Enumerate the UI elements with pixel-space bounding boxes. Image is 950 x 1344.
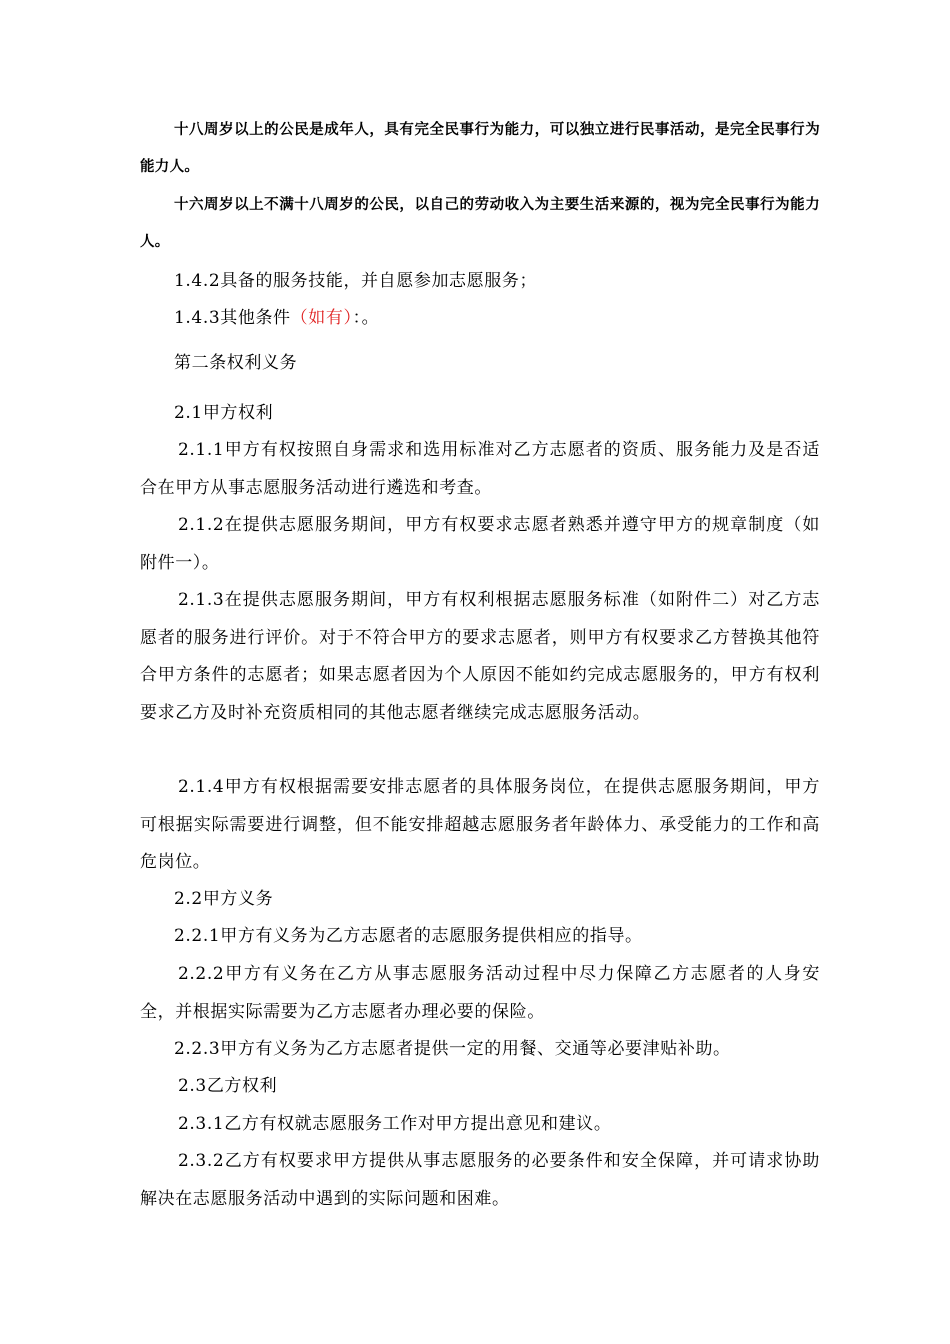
clause-2-1-4: 2.1.4甲方有权根据需要安排志愿者的具体服务岗位，在提供志愿服务期间，甲方可根据实际需要进行调整，但不能安排超越志愿服务者年龄体力、承受能力的工作和高危岗位。 [140,777,820,872]
paragraph-adult-capacity: 十八周岁以上的公民是成年人，具有完全民事行为能力，可以独立进行民事活动，是完全民事行为能力人。 [140,122,820,175]
clause-2-2-1: 2.2.1甲方有义务为乙方志愿者的志愿服务提供相应的指导。 [174,926,643,946]
clause-2-2-3: 2.2.3甲方有义务为乙方志愿者提供一定的用餐、交通等必要津贴补助。 [174,1039,731,1059]
clause-2-1-1: 2.1.1甲方有权按照自身需求和选用标准对乙方志愿者的资质、服务能力及是否适合在甲方从事志愿服务活动进行遴选和考查。 [140,440,820,498]
section-2-3-heading: 2.3乙方权利 [178,1076,278,1096]
clause-2-1-2: 2.1.2在提供志愿服务期间，甲方有权要求志愿者熟悉并遵守甲方的规章制度（如附件一）。 [140,515,820,573]
clause-2-3-2: 2.3.2乙方有权要求甲方提供从事志愿服务的必要条件和安全保障，并可请求协助解决在志愿服务活动中遇到的实际问题和困难。 [140,1151,820,1209]
clause-2-1-3: 2.1.3在提供志愿服务期间，甲方有权利根据志愿服务标准（如附件二）对乙方志愿者的服务进行评价。对于不符合甲方的要求志愿者，则甲方有权要求乙方替换其他符合甲方条件的志愿者；如果志愿者因为个人原因不能如约完成志愿服务的，甲方有权利要求乙方及时补充资质相同的其他志愿者继续完成志愿服务活动。 [140,590,820,723]
clause-1-4-3 [140,300,820,338]
clause-1-4-2: 1.4.2具备的服务技能，并自愿参加志愿服务； [174,271,538,291]
section-2-2-heading: 2.2甲方义务 [174,889,274,909]
section-2-1-heading: 2.1甲方权利 [174,403,274,423]
clause-2-3-1: 2.3.1乙方有权就志愿服务工作对甲方提出意见和建议。 [178,1114,612,1134]
paragraph-minor-capacity: 十六周岁以上不满十八周岁的公民，以自己的劳动收入为主要生活来源的，视为完全民事行为能力人。 [140,197,820,250]
clause-2-2-2: 2.2.2甲方有义务在乙方从事志愿服务活动过程中尽力保障乙方志愿者的人身安全，并根据实际需要为乙方志愿者办理必要的保险。 [140,964,820,1022]
article-2-heading: 第二条权利义务 [174,353,298,373]
clause-1-4-3-highlight: （如有） [290,308,353,328]
clause-1-4-3-prefix: 1.4.3其他条件 [174,308,291,328]
clause-1-4-3-suffix: ：。 [352,308,380,328]
